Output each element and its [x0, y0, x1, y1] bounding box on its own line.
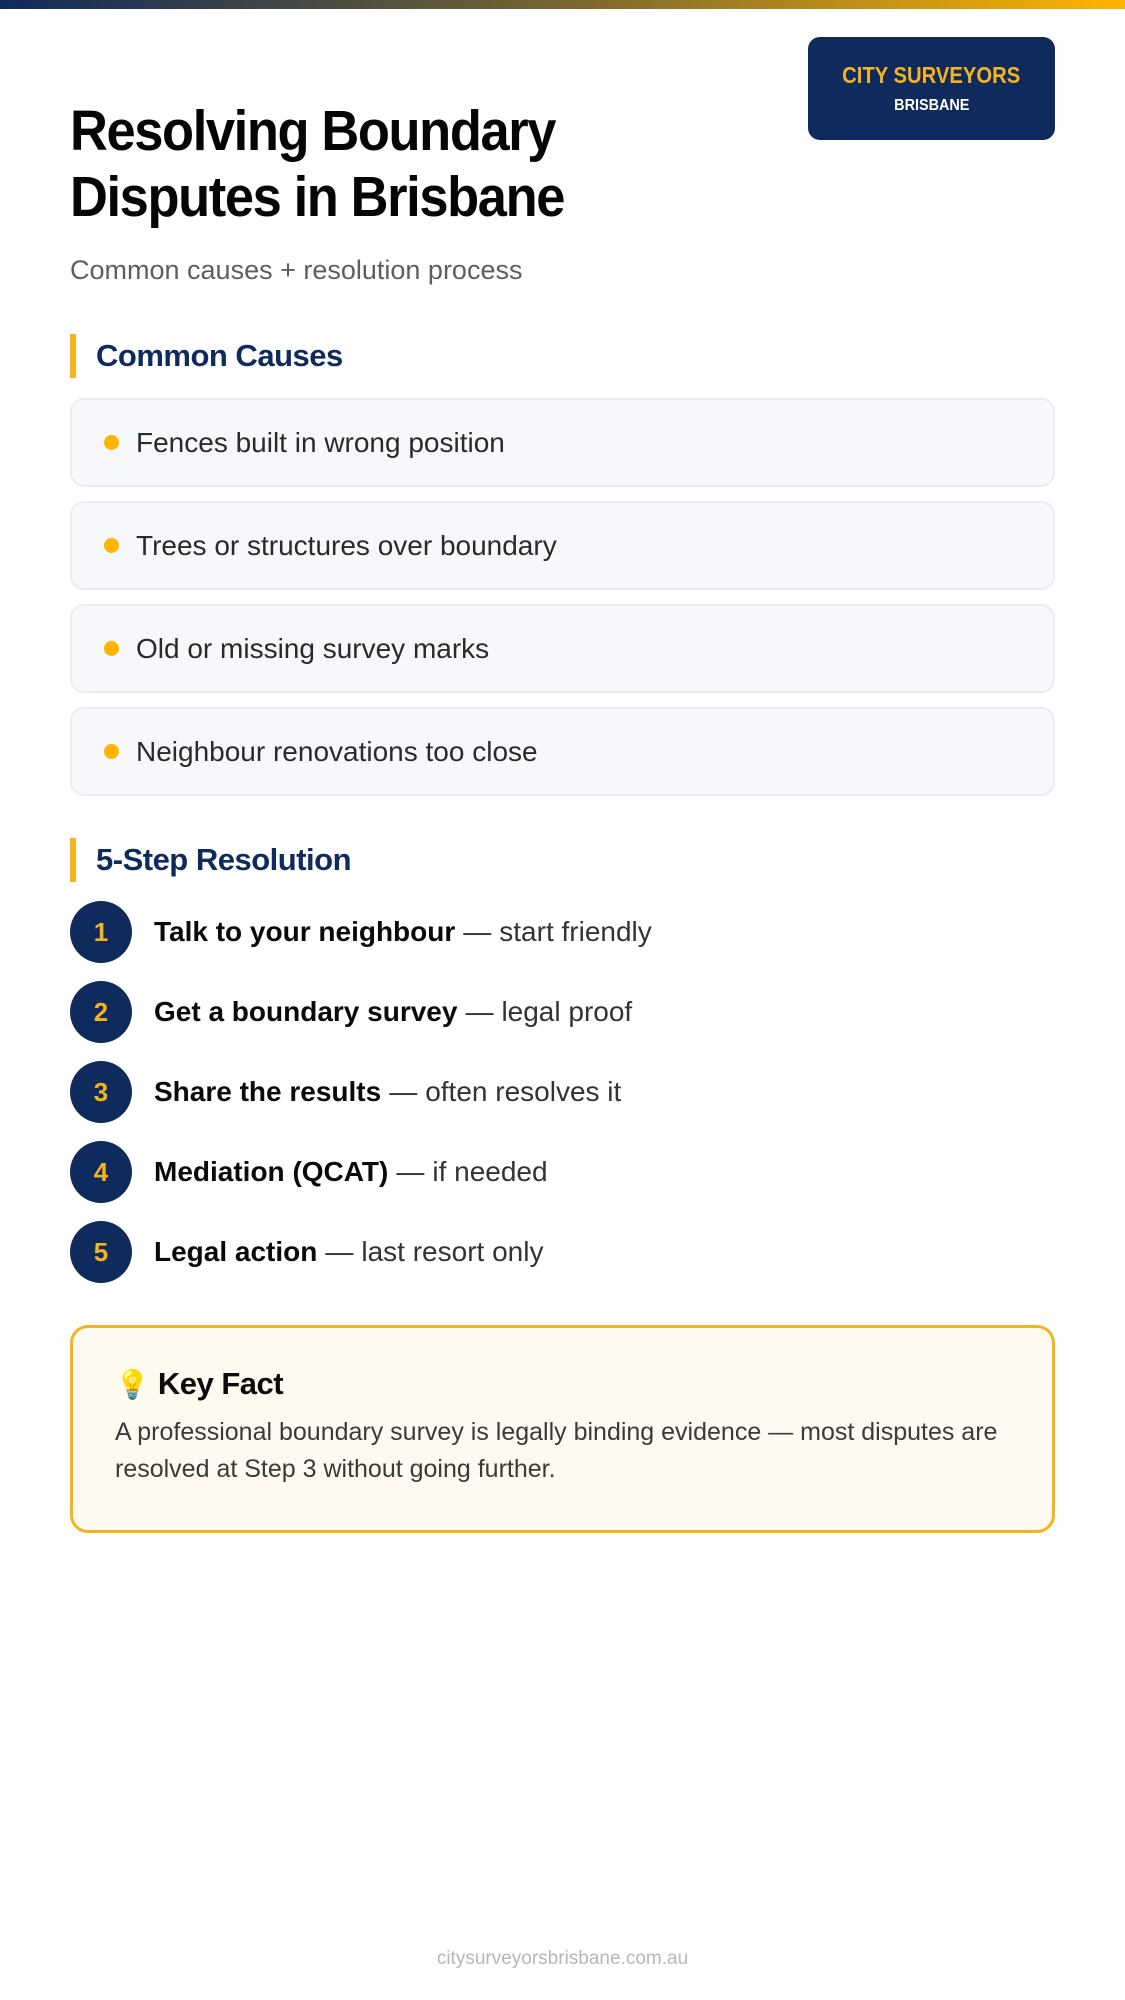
cause-item: [70, 707, 1055, 796]
cause-item: [70, 604, 1055, 693]
brand-badge: [808, 37, 1055, 140]
key-fact-box: [70, 1325, 1055, 1533]
page-subtitle: Common causes + resolution process: [70, 255, 523, 285]
top-gradient-bar: [0, 0, 1125, 9]
section-heading-causes: Common Causes: [70, 334, 343, 378]
step-description: legal proof: [501, 996, 633, 1027]
step-title: Mediation (QCAT): [154, 1156, 389, 1187]
step-description: start friendly: [499, 916, 652, 947]
footer-url: citysurveyorsbrisbane.com.au: [436, 1948, 689, 1969]
cause-item: [70, 398, 1055, 487]
step-number-badge: 1: [70, 901, 132, 963]
key-fact-title: Key Fact: [157, 1366, 284, 1401]
bullet-dot-icon: [104, 744, 119, 759]
step-description: last resort only: [361, 1236, 544, 1267]
bullet-dot-icon: [104, 435, 119, 450]
step-title: Talk to your neighbour: [154, 916, 456, 947]
step-item: [70, 1061, 1055, 1123]
step-number-badge: 4: [70, 1141, 132, 1203]
step-separator: —: [465, 996, 494, 1027]
step-description: if needed: [432, 1156, 548, 1187]
step-item: [70, 1141, 1055, 1203]
key-fact-body: A professional boundary survey is legally binding evidence — most disputes are resolved at Step 3 without going further.: [115, 1418, 998, 1483]
cause-text: Fences built in wrong position: [136, 426, 505, 458]
brand-name: CITY SURVEYORS: [842, 62, 1021, 88]
causes-list: [70, 398, 1055, 810]
step-description: often resolves it: [425, 1076, 622, 1107]
step-separator: —: [463, 916, 492, 947]
bullet-dot-icon: [104, 538, 119, 553]
title-line-2: Disputes in Brisbane: [70, 165, 565, 229]
step-title: Share the results: [154, 1076, 382, 1107]
cause-item: [70, 501, 1055, 590]
step-number-badge: 3: [70, 1061, 132, 1123]
brand-location: BRISBANE: [893, 97, 970, 114]
step-number-badge: 2: [70, 981, 132, 1043]
step-number-badge: 5: [70, 1221, 132, 1283]
step-separator: —: [325, 1236, 354, 1267]
step-item: [70, 1221, 1055, 1283]
cause-text: Trees or structures over boundary: [136, 529, 557, 561]
steps-list: [70, 901, 1055, 1301]
title-line-1: Resolving Boundary: [70, 99, 556, 163]
cause-text: Neighbour renovations too close: [136, 735, 538, 767]
lightbulb-icon: 💡: [115, 1368, 150, 1400]
cause-text: Old or missing survey marks: [136, 632, 490, 664]
key-fact-header: [115, 1366, 1012, 1402]
step-item: [70, 901, 1055, 963]
bullet-dot-icon: [104, 641, 119, 656]
step-title: Get a boundary survey: [154, 996, 458, 1027]
page-title: [70, 98, 714, 230]
section-heading-steps: 5-Step Resolution: [70, 838, 351, 882]
step-item: [70, 981, 1055, 1043]
step-separator: —: [396, 1156, 425, 1187]
step-separator: —: [389, 1076, 418, 1107]
step-title: Legal action: [154, 1236, 318, 1267]
